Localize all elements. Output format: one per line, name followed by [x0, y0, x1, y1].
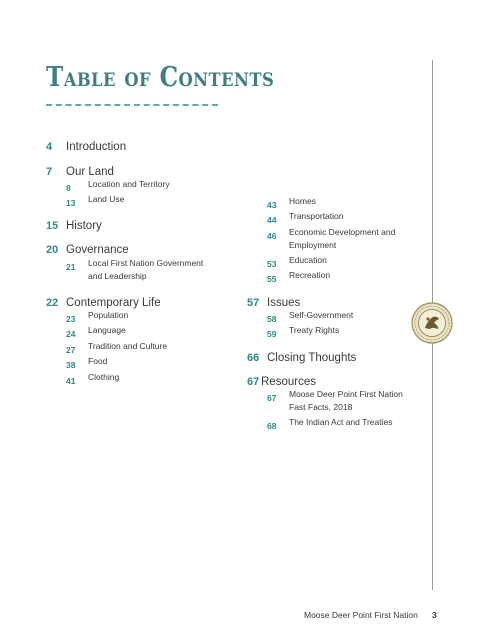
entry-label: Homes: [289, 196, 316, 206]
entry-label: History: [66, 220, 102, 232]
entry-label: Moose Deer Point First Nation Fast Facts, 2018: [289, 389, 403, 412]
page-number: 53: [267, 259, 277, 269]
entry-label: Self-Government: [289, 310, 354, 320]
entry-label: Treaty Rights: [289, 325, 340, 335]
toc-subentry-land-use[interactable]: [66, 193, 124, 211]
entry-label: Food: [88, 356, 108, 366]
toc-subentry-treaty-rights[interactable]: [267, 324, 339, 342]
toc-subentry-fast-facts[interactable]: [267, 388, 403, 414]
toc-subentry-indian-act[interactable]: [267, 416, 392, 434]
toc-subentry-economic-development[interactable]: [267, 226, 395, 252]
toc-entry-history[interactable]: [46, 216, 102, 234]
page-number: 59: [267, 329, 277, 339]
entry-label: Language: [88, 325, 126, 335]
page-number: 21: [66, 262, 76, 272]
footer-title: Moose Deer Point First Nation: [304, 610, 418, 620]
page-number: 7: [46, 166, 53, 178]
entry-label: Land Use: [88, 194, 125, 204]
entry-label: Contemporary Life: [66, 297, 161, 309]
entry-label: Introduction: [66, 141, 127, 153]
toc-subentry-local-government[interactable]: [66, 257, 203, 283]
page-number: 27: [66, 345, 76, 355]
entry-label: Transportation: [289, 211, 344, 221]
entry-label: Our Land: [66, 166, 114, 178]
page-number: 68: [267, 421, 277, 431]
page-number: 15: [46, 220, 59, 232]
page-number: 57: [247, 297, 260, 309]
page-number: 58: [267, 314, 277, 324]
page-number: 23: [66, 314, 76, 324]
entry-label: Recreation: [289, 270, 331, 280]
entry-label: Local First Nation Government and Leadership: [88, 258, 204, 281]
page-number: 55: [267, 274, 277, 284]
page-number: 24: [66, 329, 76, 339]
page-number: 66: [247, 352, 260, 364]
toc-subentry-clothing[interactable]: [66, 371, 119, 389]
page-number: 22: [46, 297, 59, 309]
entry-label: Tradition and Culture: [88, 341, 168, 351]
toc-subentry-recreation[interactable]: [267, 269, 330, 287]
entry-label: Issues: [267, 297, 301, 309]
page-number: 43: [267, 200, 277, 210]
entry-label: Population: [88, 310, 129, 320]
page-number: 13: [66, 198, 76, 208]
page-number: 41: [66, 376, 76, 386]
page-number: 38: [66, 360, 76, 370]
page-number: 67: [247, 376, 260, 388]
toc-entry-closing-thoughts[interactable]: [247, 348, 356, 366]
entry-label: The Indian Act and Treaties: [289, 417, 393, 427]
toc-entry-governance[interactable]: [46, 240, 129, 258]
entry-label: Economic Development and Employment: [289, 227, 396, 250]
page-number: 8: [66, 183, 71, 193]
page-number: 44: [267, 215, 277, 225]
page-title: Table of Contents: [46, 62, 275, 93]
entry-label: Location and Territory: [88, 179, 170, 189]
page-number: 20: [46, 244, 59, 256]
entry-label: Closing Thoughts: [267, 352, 357, 364]
entry-label: Governance: [66, 244, 129, 256]
entry-label: Education: [289, 255, 327, 265]
footer-page-number: 3: [432, 610, 437, 620]
entry-label: Clothing: [88, 372, 120, 382]
title-divider: [46, 104, 218, 106]
page-number: 4: [46, 141, 53, 153]
nation-seal-icon: [411, 302, 453, 344]
entry-label: Resources: [261, 376, 316, 388]
page-number: 67: [267, 393, 277, 403]
toc-entry-introduction[interactable]: [46, 137, 126, 155]
page-number: 46: [267, 231, 277, 241]
